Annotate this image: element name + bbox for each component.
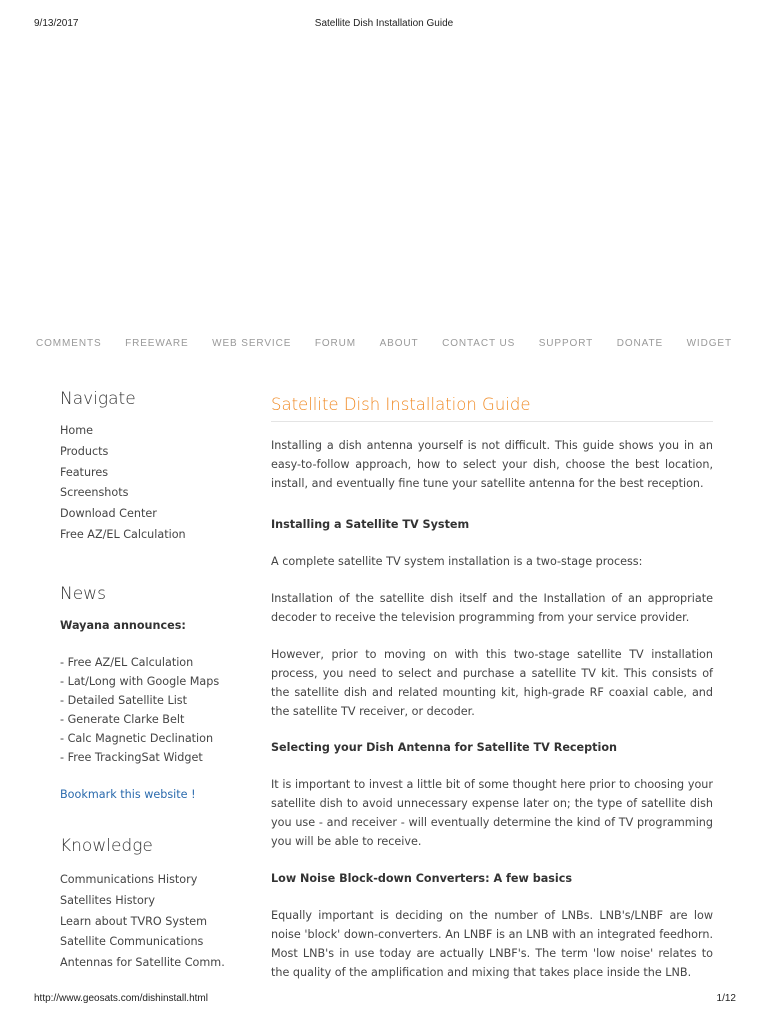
paragraph-installation: Installation of the satellite dish itself and the Installation of an appropriate decoder to receive the television programming from your service provider. — [271, 592, 713, 624]
nav-link-widget[interactable]: WIDGET — [686, 338, 732, 349]
news-item-google-maps[interactable]: - Lat/Long with Google Maps — [60, 675, 220, 688]
news-list — [60, 653, 250, 767]
news-section — [60, 582, 250, 834]
navigate-title: Navigate — [60, 389, 136, 409]
print-title: Satellite Dish Installation Guide — [314, 18, 454, 29]
bookmark-link[interactable]: Bookmark this website ! — [60, 788, 196, 801]
nav-link-web-service[interactable]: WEB SERVICE — [212, 338, 292, 349]
nav-link-contact-us[interactable]: CONTACT US — [442, 338, 516, 349]
paragraph-two-stage: A complete satellite TV system installation is a two-stage process: — [271, 555, 643, 568]
nav-link-about[interactable]: ABOUT — [379, 338, 419, 349]
nav-link-forum[interactable]: FORUM — [314, 338, 357, 349]
sidebar-item-download-center[interactable]: Download Center — [60, 507, 157, 521]
knowledge-item-tvro-system[interactable]: Learn about TVRO System — [60, 914, 207, 928]
news-item-trackingsat-widget[interactable]: - Free TrackingSat Widget — [60, 751, 203, 764]
news-heading: Wayana announces: — [60, 619, 186, 632]
sidebar-item-features[interactable]: Features — [60, 465, 109, 479]
sidebar — [60, 387, 250, 974]
paragraph-kit: However, prior to moving on with this two-stage satellite TV installation process, you need to select and purchase a satellite TV kit. This consists of the satellite dish and related mounting kit, high-grade RF coaxial cable, and the satellite TV receiver, or decoder. — [271, 648, 713, 718]
sidebar-item-azel-calculation[interactable]: Free AZ/EL Calculation — [60, 527, 186, 541]
knowledge-item-satellite-communications[interactable]: Satellite Communications — [60, 935, 204, 949]
knowledge-item-antennas[interactable]: Antennas for Satellite Comm. — [60, 956, 225, 970]
page-url: http://www.geosats.com/dishinstall.html — [34, 993, 208, 1004]
knowledge-title: Knowledge — [60, 836, 153, 856]
print-date: 9/13/2017 — [34, 18, 79, 29]
news-item-azel[interactable]: - Free AZ/EL Calculation — [60, 656, 194, 669]
heading-selecting-dish: Selecting your Dish Antenna for Satellite TV Reception — [271, 741, 617, 754]
news-title: News — [60, 584, 106, 604]
nav-link-donate[interactable]: DONATE — [616, 338, 664, 349]
sidebar-item-screenshots[interactable]: Screenshots — [60, 486, 129, 500]
article — [271, 395, 713, 982]
navigate-section — [60, 387, 250, 582]
print-footer — [0, 993, 768, 1007]
nav-link-freeware[interactable]: FREEWARE — [125, 338, 189, 349]
news-item-magnetic-declination[interactable]: - Calc Magnetic Declination — [60, 732, 214, 745]
article-title: Satellite Dish Installation Guide — [271, 395, 713, 422]
nav-link-comments[interactable]: COMMENTS — [36, 338, 102, 349]
news-item-clarke-belt[interactable]: - Generate Clarke Belt — [60, 713, 185, 726]
article-intro: Installing a dish antenna yourself is not difficult. This guide shows you in an easy-to-follow approach, how to select your dish, choose the best location, install, and eventually fine tune your satellite antenna for the best reception. — [271, 439, 713, 490]
sidebar-item-products[interactable]: Products — [60, 444, 109, 458]
paragraph-lnb: Equally important is deciding on the number of LNBs. LNB's/LNBF are low noise 'block' down-converters. An LNBF is an LNB with an integrated feedhorn. Most LNB's in use today are actually LNBF's. The term 'low noise' relates to the quality of the amplification and mixing that takes place inside the LNB. — [271, 909, 713, 979]
heading-installing-system: Installing a Satellite TV System — [271, 518, 470, 531]
knowledge-list — [60, 870, 250, 974]
page-number: 1/12 — [716, 993, 736, 1004]
knowledge-item-communications-history[interactable]: Communications History — [60, 873, 198, 886]
navigate-list — [60, 421, 250, 546]
print-header — [0, 18, 768, 32]
top-navigation — [36, 338, 732, 352]
knowledge-section — [60, 834, 250, 974]
heading-lnb-basics: Low Noise Block-down Converters: A few basics — [271, 872, 573, 885]
paragraph-selecting-dish: It is important to invest a little bit of some thought here prior to choosing your satellite dish to avoid unnecessary expense later on; the type of satellite dish you use - and receiver - will eventually determine the kind of TV programming you will be able to receive. — [271, 778, 713, 848]
knowledge-item-satellites-history[interactable]: Satellites History — [60, 893, 156, 907]
news-item-satellite-list[interactable]: - Detailed Satellite List — [60, 694, 188, 707]
nav-link-support[interactable]: SUPPORT — [538, 338, 594, 349]
sidebar-item-home[interactable]: Home — [60, 424, 94, 437]
